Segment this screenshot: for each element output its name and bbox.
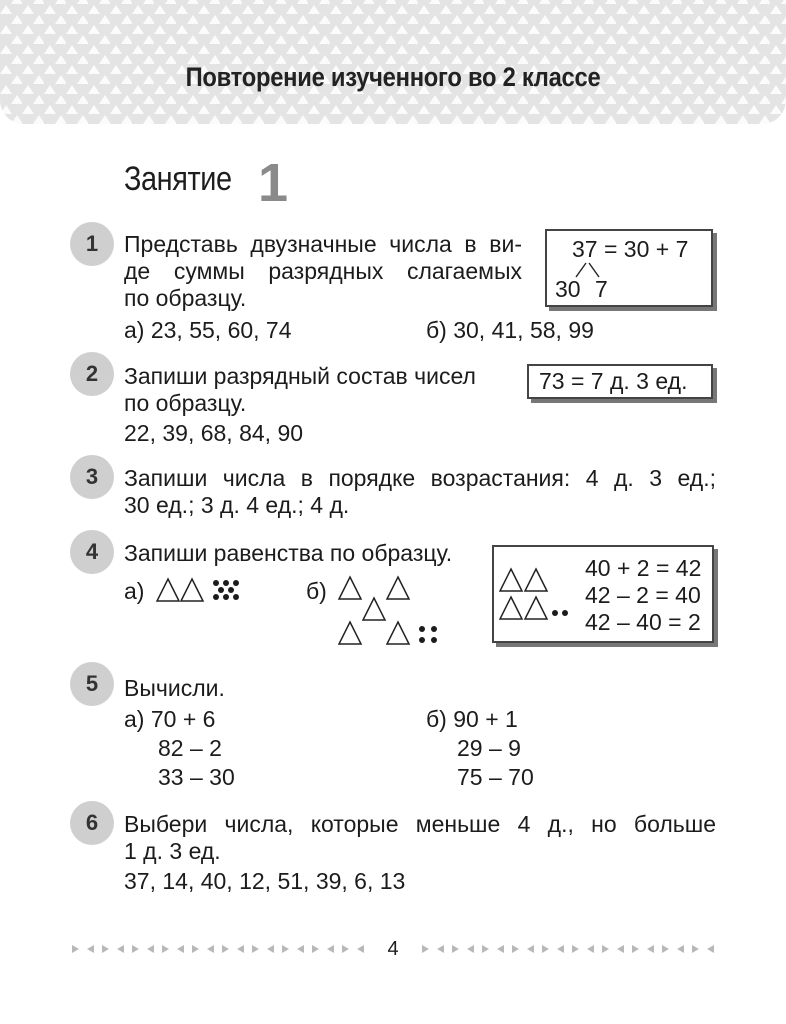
task-number-badge: 5 — [70, 662, 114, 706]
task-3-line: Запиши числа в порядке возрастания: 4 д. 3 ед.; — [124, 465, 716, 491]
task-2-line: по образцу. — [124, 390, 247, 416]
task-6-line: Выбери числа, которые меньше 4 д., но больше — [124, 811, 716, 837]
page-header — [0, 0, 786, 124]
task-number-badge: 4 — [70, 530, 114, 574]
sample-box-task-2 — [527, 364, 713, 399]
sample-equation: 42 – 2 = 40 — [585, 582, 701, 608]
dots-group — [213, 580, 239, 600]
task-1-line: по образцу. — [124, 285, 247, 311]
triangle-icon — [387, 577, 409, 599]
task-5-expression: а) 70 + 6 — [124, 706, 216, 732]
task-1-part-b: б) 30, 41, 58, 99 — [426, 317, 594, 343]
task-5-expression: б) 90 + 1 — [426, 706, 518, 732]
task-1-line: де суммы разрядных слагаемых — [124, 258, 522, 284]
sample-units: 7 — [595, 276, 608, 302]
task-2-line: Запиши разрядный состав чисел — [124, 363, 476, 389]
task-number-badge: 6 — [70, 801, 114, 845]
task-1-part-a: а) 23, 55, 60, 74 — [124, 317, 292, 343]
task-number-badge: 1 — [70, 222, 114, 266]
task-4-text: Запиши равенства по образцу. — [124, 540, 453, 566]
sample-equation: 42 – 40 = 2 — [585, 609, 701, 635]
task-5-expression: 75 – 70 — [457, 764, 534, 790]
sample-shapes — [499, 567, 577, 623]
dots-group — [419, 626, 437, 643]
shapes-b — [334, 574, 444, 650]
sample-equation: 40 + 2 = 42 — [585, 555, 702, 581]
triangle-icon — [500, 597, 522, 619]
lesson-word: Занятие — [124, 160, 232, 198]
sample-box-task-4 — [492, 545, 714, 643]
sample-equation: 37 = 30 + 7 — [572, 236, 689, 262]
task-number-badge: 3 — [70, 455, 114, 499]
section-title: Повторение изученного во 2 классе — [185, 62, 601, 92]
triangle-icon — [157, 579, 179, 601]
page-number: 4 — [387, 938, 399, 960]
triangle-icon — [339, 577, 361, 599]
triangle-icon — [181, 579, 203, 601]
sample-tens: 30 — [555, 276, 581, 302]
triangle-icon — [525, 569, 547, 591]
task-2-numbers: 22, 39, 68, 84, 90 — [124, 420, 304, 446]
task-3-line: 30 ед.; 3 д. 4 ед.; 4 д. — [124, 492, 350, 518]
triangle-icon — [387, 622, 409, 644]
lesson-number: 1 — [258, 153, 289, 213]
shapes-a — [156, 576, 242, 606]
task-5-text: Вычисли. — [124, 675, 225, 701]
sample-box-task-1 — [545, 229, 713, 307]
task-5-expression: 29 – 9 — [457, 735, 521, 761]
triangle-icon — [363, 598, 385, 620]
task-1-line: Представь двузначные числа в ви- — [124, 231, 522, 257]
triangle-icon — [500, 569, 522, 591]
task-4-label-b: б) — [306, 578, 327, 604]
task-6-numbers: 37, 14, 40, 12, 51, 39, 6, 13 — [124, 868, 406, 894]
triangle-icon — [339, 622, 361, 644]
task-5-expression: 33 – 30 — [158, 764, 235, 790]
task-6-line: 1 д. 3 ед. — [124, 838, 221, 864]
sample-digits: 73 = 7 д. 3 ед. — [539, 368, 688, 394]
task-4-label-a: а) — [124, 578, 145, 604]
task-5-expression: 82 – 2 — [158, 735, 222, 761]
triangle-icon — [525, 597, 547, 619]
lesson-title — [124, 153, 289, 213]
task-number-badge: 2 — [70, 352, 114, 396]
